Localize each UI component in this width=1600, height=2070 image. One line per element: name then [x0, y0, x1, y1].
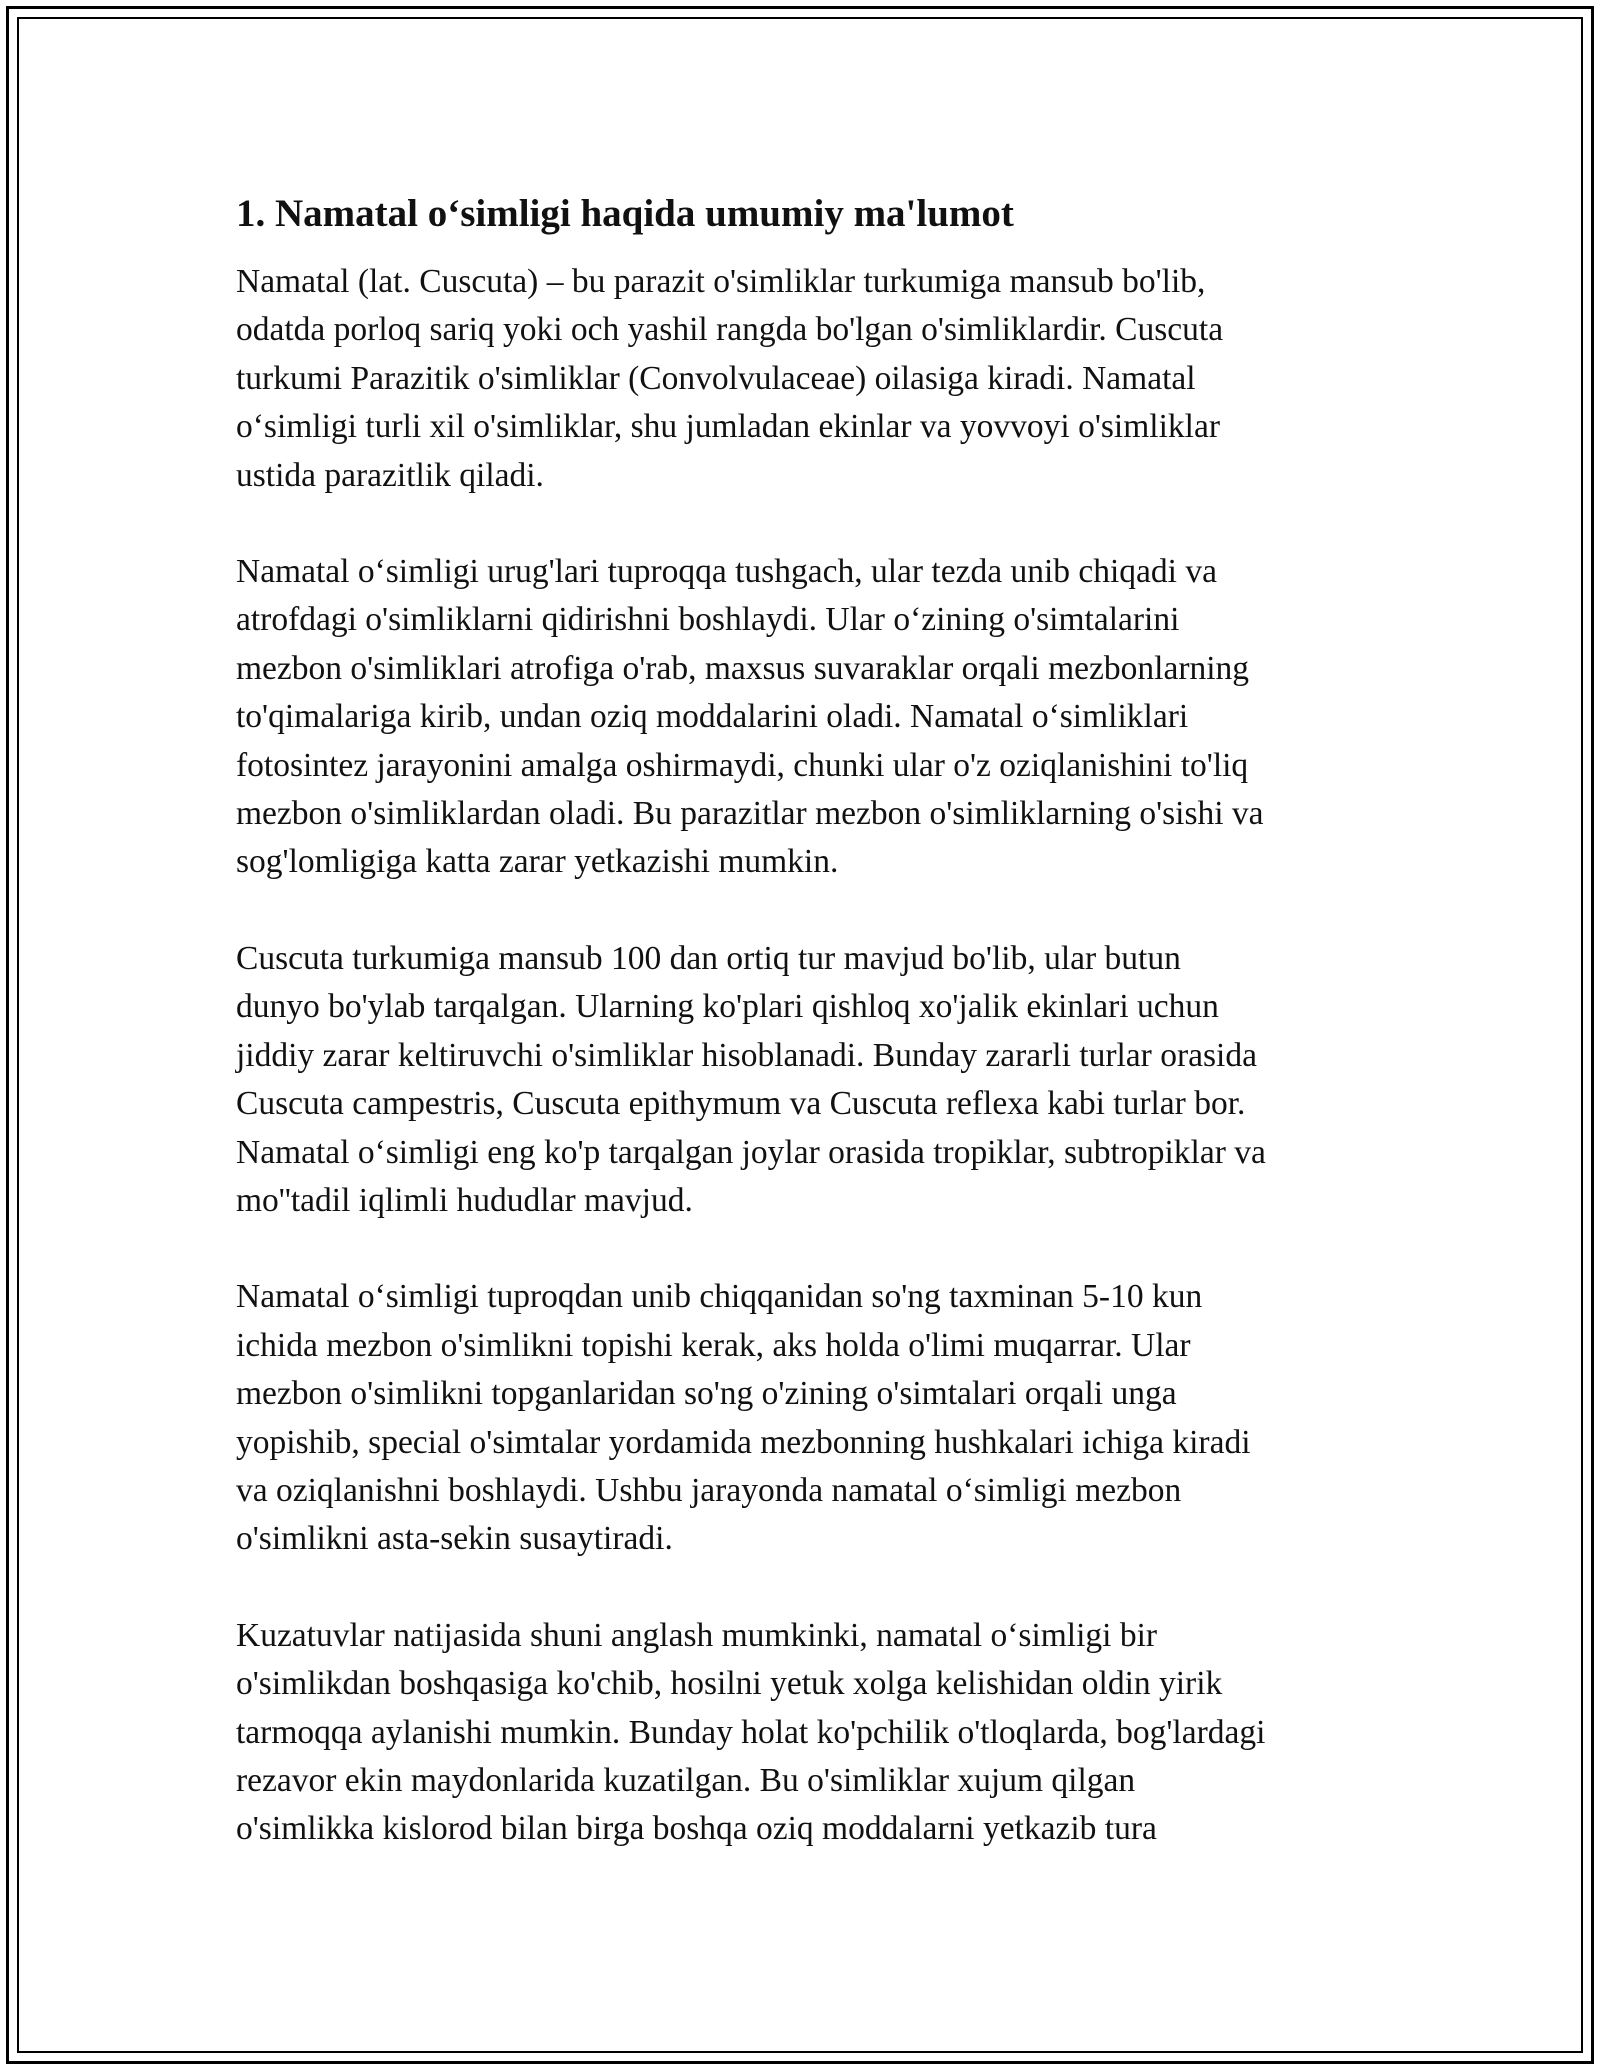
paragraph-5: [236, 1612, 1376, 1854]
section-heading: 1. Namatal o‘simligi haqida umumiy ma'lumot: [236, 192, 1014, 235]
paragraph-2: [236, 548, 1376, 887]
text-line: Namatal o‘simligi urug'lari tuproqqa tushgach, ular tezda unib chiqadi va: [236, 553, 1217, 591]
text-line: mezbon o'simliklari atrofiga o'rab, maxsus suvaraklar orqali mezbonlarning: [236, 649, 1250, 687]
text-line: Namatal o‘simligi eng ko'p tarqalgan joylar orasida tropiklar, subtropiklar va: [236, 1133, 1266, 1171]
text-line: turkumi Parazitik o'simliklar (Convolvulaceae) oilasiga kiradi. Namatal: [236, 359, 1196, 397]
text-line: Kuzatuvlar natijasida shuni anglash mumkinki, namatal o‘simligi bir: [236, 1616, 1158, 1654]
paragraph-list: [236, 258, 1376, 1854]
text-line: Namatal o‘simligi tuproqdan unib chiqqanidan so'ng taxminan 5-10 kun: [236, 1278, 1203, 1316]
text-line: dunyo bo'ylab tarqalgan. Ularning ko'plari qishloq xo'jalik ekinlari uchun: [236, 988, 1219, 1026]
text-line: o'simlikni asta-sekin susaytiradi.: [236, 1520, 673, 1558]
text-line: ichida mezbon o'simlikni topishi kerak, aks holda o'limi muqarrar. Ular: [236, 1326, 1191, 1364]
text-line: o‘simligi turli xil o'simliklar, shu jumladan ekinlar va yovvoyi o'simliklar: [236, 408, 1220, 446]
paragraph-1: [236, 258, 1376, 500]
text-line: mezbon o'simlikni topganlaridan so'ng o'zining o'simtalari orqali unga: [236, 1375, 1177, 1413]
text-line: to'qimalariga kirib, undan oziq moddalarini oladi. Namatal o‘simliklari: [236, 698, 1189, 736]
text-line: tarmoqqa aylanishi mumkin. Bunday holat ko'pchilik o'tloqlarda, bog'lardagi: [236, 1713, 1266, 1751]
text-line: fotosintez jarayonini amalga oshirmaydi, chunki ular o'z oziqlanishini to'liq: [236, 746, 1249, 784]
text-line: sog'lomligiga katta zarar yetkazishi mumkin.: [236, 843, 839, 881]
text-line: o'simlikka kislorod bilan birga boshqa oziq moddalarni yetkazib tura: [236, 1810, 1157, 1848]
text-line: va oziqlanishni boshlaydi. Ushbu jarayonda namatal o‘simligi mezbon: [236, 1471, 1182, 1509]
text-line: Namatal (lat. Cuscuta) – bu parazit o'simliklar turkumiga mansub bo'lib,: [236, 263, 1206, 300]
paragraph-4: [236, 1273, 1376, 1563]
text-line: Cuscuta campestris, Cuscuta epithymum va Cuscuta reflexa kabi turlar bor.: [236, 1085, 1246, 1123]
text-line: odatda porloq sariq yoki och yashil rangda bo'lgan o'simliklardir. Cuscuta: [236, 311, 1224, 349]
text-line: jiddiy zarar keltiruvchi o'simliklar hisoblanadi. Bunday zararli turlar orasida: [236, 1036, 1257, 1074]
text-line: ustida parazitlik qiladi.: [236, 456, 544, 494]
text-line: yopishib, special o'simtalar yordamida mezbonning hushkalari ichiga kiradi: [236, 1423, 1251, 1461]
text-line: mezbon o'simliklardan oladi. Bu parazitlar mezbon o'simliklarning o'sishi va: [236, 795, 1264, 833]
paragraph-3: [236, 935, 1376, 1225]
text-line: Cuscuta turkumiga mansub 100 dan ortiq tur mavjud bo'lib, ular butun: [236, 939, 1181, 977]
text-line: atrofdagi o'simliklarni qidirishni boshlaydi. Ular o‘zining o'simtalarini: [236, 601, 1180, 639]
text-line: mo''tadil iqlimli hududlar mavjud.: [236, 1181, 693, 1219]
text-line: rezavor ekin maydonlarida kuzatilgan. Bu o'simliklar xujum qilgan: [236, 1761, 1136, 1799]
text-line: o'simlikdan boshqasiga ko'chib, hosilni yetuk xolga kelishidan oldin yirik: [236, 1665, 1223, 1703]
document-body: [236, 186, 1376, 1902]
